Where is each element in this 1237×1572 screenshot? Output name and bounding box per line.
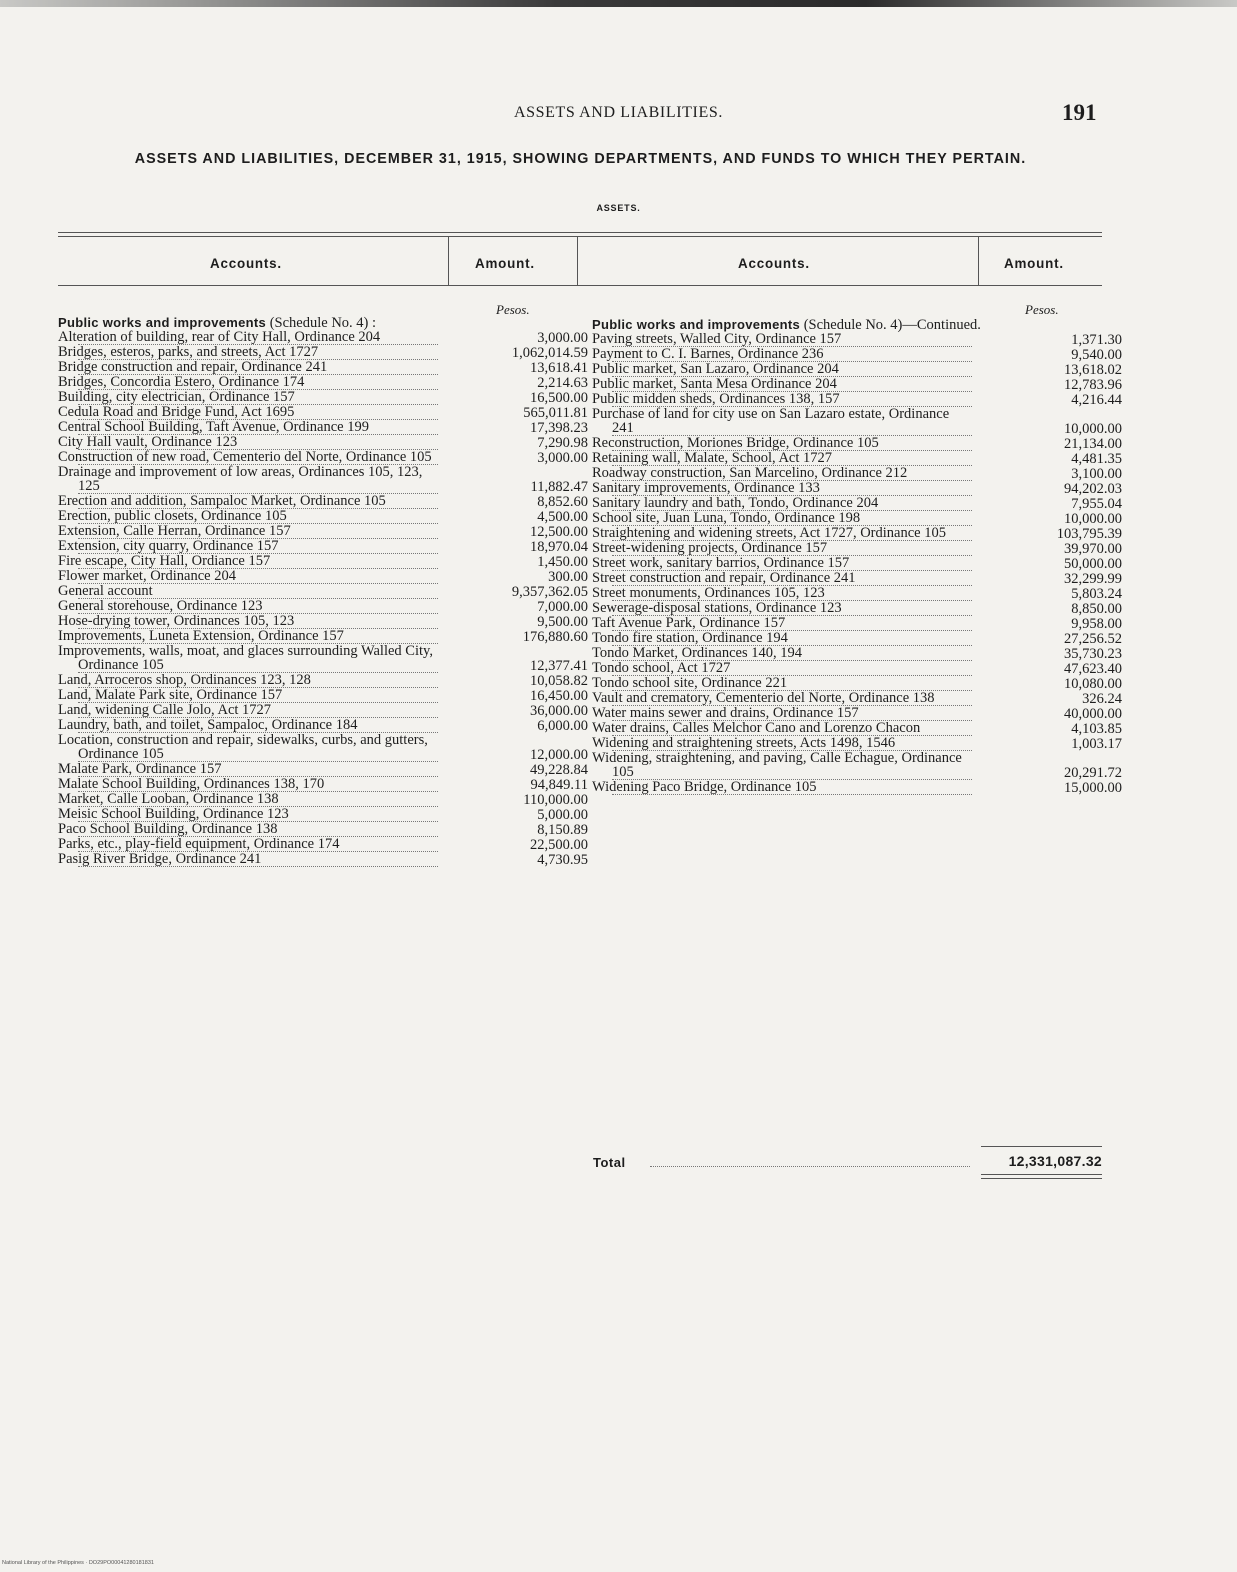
account-entry [58,523,588,540]
account-label: Public midden sheds, Ordinances 138, 157 [612,392,972,407]
account-label: Location, construction and repair, sidewalks, curbs, and gutters, Ordinance 105 [78,733,438,762]
account-amount: 6,000.00 [537,718,588,734]
account-amount: 20,291.72 [1064,765,1122,781]
account-entry [592,525,1122,542]
account-amount: 110,000.00 [523,792,588,808]
account-entry [58,791,588,808]
account-amount: 13,618.02 [1064,362,1122,378]
group-heading-rest: (Schedule No. 4)—Continued. [800,317,981,333]
account-amount: 27,256.52 [1064,631,1122,647]
account-entry [58,717,588,734]
account-entry [58,776,588,793]
account-label: Widening and straightening streets, Acts 1498, 1546 [612,736,972,751]
account-entry [592,660,1122,677]
account-amount: 4,500.00 [537,509,588,525]
account-amount: 21,134.00 [1064,436,1122,452]
account-amount: 94,849.11 [530,777,588,793]
account-label: Market, Calle Looban, Ordinance 138 [78,792,438,807]
account-amount: 35,730.23 [1064,646,1122,662]
column-header-amount: Amount. [475,256,535,271]
column-header-amount: Amount. [1004,256,1064,271]
account-entry [58,643,588,674]
running-head: ASSETS AND LIABILITIES. [514,104,723,121]
column-header-accounts: Accounts. [738,256,810,271]
account-entry [592,645,1122,662]
scan-top-edge [0,0,1237,7]
account-amount: 10,000.00 [1064,421,1122,437]
account-entry [58,464,588,495]
account-entry [58,329,588,346]
account-entry [58,836,588,853]
account-entry [58,851,588,868]
account-entry [58,553,588,570]
header-bottom-rule [58,285,1102,286]
account-amount: 4,730.95 [537,852,588,868]
account-amount: 12,377.41 [530,658,588,674]
account-amount: 326.24 [1082,691,1122,707]
scan-footer: National Library of the Philippines · DO29PO00041280181831 [2,1560,154,1566]
account-entry [592,510,1122,527]
account-amount: 1,062,014.59 [511,345,588,361]
account-entry [58,404,588,421]
account-label: Street-widening projects, Ordinance 157 [612,541,972,556]
total-label: Total [593,1155,626,1170]
account-label: Tondo Market, Ordinances 140, 194 [612,646,972,661]
account-label: Reconstruction, Moriones Bridge, Ordinance 105 [612,436,972,451]
account-label: Extension, Calle Herran, Ordinance 157 [78,524,438,539]
total-amount: 12,331,087.32 [1008,1153,1102,1169]
account-entry [592,570,1122,587]
account-label: Hose-drying tower, Ordinances 105, 123 [78,614,438,629]
account-entry [592,465,1122,482]
account-entry [592,585,1122,602]
account-label: Malate School Building, Ordinances 138, 170 [78,777,438,792]
account-label: Alteration of building, rear of City Hall, Ordinance 204 [78,330,438,345]
column-divider [577,237,578,285]
account-entry [592,690,1122,707]
account-amount: 1,003.17 [1071,736,1122,752]
account-entry [58,359,588,376]
account-amount: 36,000.00 [530,703,588,719]
account-amount: 94,202.03 [1064,481,1122,497]
account-amount: 10,000.00 [1064,511,1122,527]
account-label: Improvements, walls, moat, and glaces surrounding Walled City, Ordinance 105 [78,644,438,673]
account-label: Tondo fire station, Ordinance 194 [612,631,972,646]
account-label: Water drains, Calles Melchor Cano and Lorenzo Chacon [612,721,972,736]
total-leader [650,1166,970,1167]
account-entry [592,495,1122,512]
account-amount: 50,000.00 [1064,556,1122,572]
account-label: Sanitary laundry and bath, Tondo, Ordinance 204 [612,496,972,511]
account-entry [58,687,588,704]
account-entry [592,406,1122,437]
left-group-heading [58,316,458,330]
account-amount: 4,216.44 [1071,392,1122,408]
account-label: Sanitary improvements, Ordinance 133 [612,481,972,496]
account-entry [58,598,588,615]
account-label: Paco School Building, Ordinance 138 [78,822,438,837]
account-amount: 12,000.00 [530,747,588,763]
account-label: Street work, sanitary barrios, Ordinance 157 [612,556,972,571]
account-label: Construction of new road, Cementerio del Norte, Ordinance 105 [78,450,438,465]
left-entry-list [58,329,588,868]
account-amount: 4,481.35 [1071,451,1122,467]
account-entry [592,391,1122,408]
account-amount: 12,500.00 [530,524,588,540]
account-label: Land, Arroceros shop, Ordinances 123, 128 [78,673,438,688]
right-group-heading [592,318,992,332]
account-entry [58,821,588,838]
account-label: Bridges, esteros, parks, and streets, Act 1727 [78,345,438,360]
right-entry-list [592,331,1122,796]
account-label: Land, widening Calle Jolo, Act 1727 [78,703,438,718]
account-entry [58,583,588,600]
account-label: Vault and crematory, Cementerio del Norte, Ordinance 138 [612,691,972,706]
account-label: Improvements, Luneta Extension, Ordinance 157 [78,629,438,644]
account-entry [58,761,588,778]
account-label: Erection and addition, Sampaloc Market, Ordinance 105 [78,494,438,509]
account-label: Public market, San Lazaro, Ordinance 204 [612,362,972,377]
account-entry [58,374,588,391]
account-label: Land, Malate Park site, Ordinance 157 [78,688,438,703]
account-label: General storehouse, Ordinance 123 [78,599,438,614]
account-amount: 7,955.04 [1071,496,1122,512]
account-label: Purchase of land for city use on San Lazaro estate, Ordinance 241 [612,407,972,436]
account-label: Flower market, Ordinance 204 [78,569,438,584]
account-amount: 9,958.00 [1071,616,1122,632]
page-title: ASSETS AND LIABILITIES, DECEMBER 31, 1915, SHOWING DEPARTMENTS, AND FUNDS TO WHICH THEY PERTAIN. [134,151,1027,167]
account-label: Tondo school site, Ordinance 221 [612,676,972,691]
account-label: Bridges, Concordia Estero, Ordinance 174 [78,375,438,390]
account-entry [58,434,588,451]
account-amount: 1,450.00 [537,554,588,570]
account-amount: 8,850.00 [1071,601,1122,617]
account-label: General account [78,584,438,599]
account-label: City Hall vault, Ordinance 123 [78,435,438,450]
account-entry [592,331,1122,348]
total-bottom-rule-2 [981,1178,1102,1179]
account-amount: 13,618.41 [530,360,588,376]
account-label: Tondo school, Act 1727 [612,661,972,676]
account-entry [592,555,1122,572]
account-amount: 47,623.40 [1064,661,1122,677]
account-label: Straightening and widening streets, Act 1727, Ordinance 105 [612,526,972,541]
section-title: ASSETS. [596,203,641,213]
account-amount: 17,398.23 [530,420,588,436]
account-entry [58,449,588,466]
total-bottom-rule [981,1174,1102,1175]
account-label: Extension, city quarry, Ordinance 157 [78,539,438,554]
account-entry [58,806,588,823]
account-amount: 7,290.98 [537,435,588,451]
column-header-accounts: Accounts. [210,256,282,271]
account-label: Fire escape, City Hall, Ordiance 157 [78,554,438,569]
account-entry [592,750,1122,781]
account-amount: 8,150.89 [537,822,588,838]
unit-label: Pesos. [496,302,530,317]
account-entry [592,540,1122,557]
account-label: Malate Park, Ordinance 157 [78,762,438,777]
account-amount: 8,852.60 [537,494,588,510]
account-amount: 5,803.24 [1071,586,1122,602]
account-entry [592,600,1122,617]
account-amount: 32,299.99 [1064,571,1122,587]
account-label: Drainage and improvement of low areas, Ordinances 105, 123, 125 [78,465,438,494]
table-top-rule [58,232,1102,233]
account-amount: 9,357,362.05 [511,584,588,600]
account-amount: 11,882.47 [530,479,588,495]
column-divider [448,237,449,285]
account-label: Widening Paco Bridge, Ordinance 105 [612,780,972,795]
account-label: Pasig River Bridge, Ordinance 241 [78,852,438,867]
account-amount: 40,000.00 [1064,706,1122,722]
account-entry [58,538,588,555]
account-entry [592,480,1122,497]
account-label: Taft Avenue Park, Ordinance 157 [612,616,972,631]
account-label: Parks, etc., play-field equipment, Ordinance 174 [78,837,438,852]
account-label: Roadway construction, San Marcelino, Ordinance 212 [612,466,972,481]
account-entry [58,389,588,406]
account-amount: 10,058.82 [530,673,588,689]
account-entry [592,361,1122,378]
account-amount: 22,500.00 [530,837,588,853]
account-label: Sewerage-disposal stations, Ordinance 123 [612,601,972,616]
group-heading-rest: (Schedule No. 4) : [266,315,377,331]
page-number: 191 [1062,100,1097,125]
account-amount: 15,000.00 [1064,780,1122,796]
account-entry [592,675,1122,692]
left-column [58,315,588,868]
account-entry [592,779,1122,796]
account-label: Cedula Road and Bridge Fund, Act 1695 [78,405,438,420]
account-entry [592,720,1122,737]
account-amount: 3,100.00 [1071,466,1122,482]
account-amount: 5,000.00 [537,807,588,823]
account-entry [592,705,1122,722]
account-label: Laundry, bath, and toilet, Sampaloc, Ordinance 184 [78,718,438,733]
account-label: Bridge construction and repair, Ordinance 241 [78,360,438,375]
account-amount: 18,970.04 [530,539,588,555]
account-label: Retaining wall, Malate, School, Act 1727 [612,451,972,466]
account-label: Erection, public closets, Ordinance 105 [78,509,438,524]
account-amount: 39,970.00 [1064,541,1122,557]
account-label: Central School Building, Taft Avenue, Ordinance 199 [78,420,438,435]
right-column [592,317,1122,796]
account-entry [592,346,1122,363]
account-label: Payment to C. I. Barnes, Ordinance 236 [612,347,972,362]
account-entry [58,493,588,510]
account-amount: 2,214.63 [537,375,588,391]
account-entry [58,672,588,689]
account-amount: 49,228.84 [530,762,588,778]
account-entry [58,419,588,436]
account-amount: 1,371.30 [1071,332,1122,348]
account-amount: 16,450.00 [530,688,588,704]
account-entry [592,630,1122,647]
account-entry [592,450,1122,467]
account-amount: 565,011.81 [523,405,588,421]
account-label: Paving streets, Walled City, Ordinance 157 [612,332,972,347]
account-label: Widening, straightening, and paving, Calle Echague, Ordinance 105 [612,751,972,780]
account-amount: 12,783.96 [1064,377,1122,393]
account-label: Street monuments, Ordinances 105, 123 [612,586,972,601]
account-amount: 9,540.00 [1071,347,1122,363]
account-label: Public market, Santa Mesa Ordinance 204 [612,377,972,392]
account-entry [58,568,588,585]
table-top-rule-2 [58,236,1102,237]
account-entry [58,613,588,630]
account-entry [592,615,1122,632]
account-label: Street construction and repair, Ordinance 241 [612,571,972,586]
account-amount: 3,000.00 [537,450,588,466]
account-entry [58,702,588,719]
account-amount: 10,080.00 [1064,676,1122,692]
account-entry [592,376,1122,393]
account-label: Building, city electrician, Ordinance 157 [78,390,438,405]
group-heading-bold: Public works and improvements [58,315,267,330]
account-entry [58,508,588,525]
account-amount: 9,500.00 [537,614,588,630]
account-label: Meisic School Building, Ordinance 123 [78,807,438,822]
account-entry [58,628,588,645]
account-label: School site, Juan Luna, Tondo, Ordinance 198 [612,511,972,526]
column-divider [978,237,979,285]
total-top-rule [981,1146,1102,1147]
group-heading-bold: Public works and improvements [592,317,801,332]
account-amount: 176,880.60 [522,629,588,645]
account-entry [58,344,588,361]
account-entry [592,735,1122,752]
account-label: Water mains sewer and drains, Ordinance 157 [612,706,972,721]
account-entry [592,435,1122,452]
account-amount: 103,795.39 [1056,526,1122,542]
unit-label: Pesos. [1025,302,1059,317]
account-entry [58,732,588,763]
account-amount: 300.00 [548,569,588,585]
account-amount: 7,000.00 [537,599,588,615]
account-amount: 16,500.00 [530,390,588,406]
account-amount: 3,000.00 [537,330,588,346]
account-amount: 4,103.85 [1071,721,1122,737]
